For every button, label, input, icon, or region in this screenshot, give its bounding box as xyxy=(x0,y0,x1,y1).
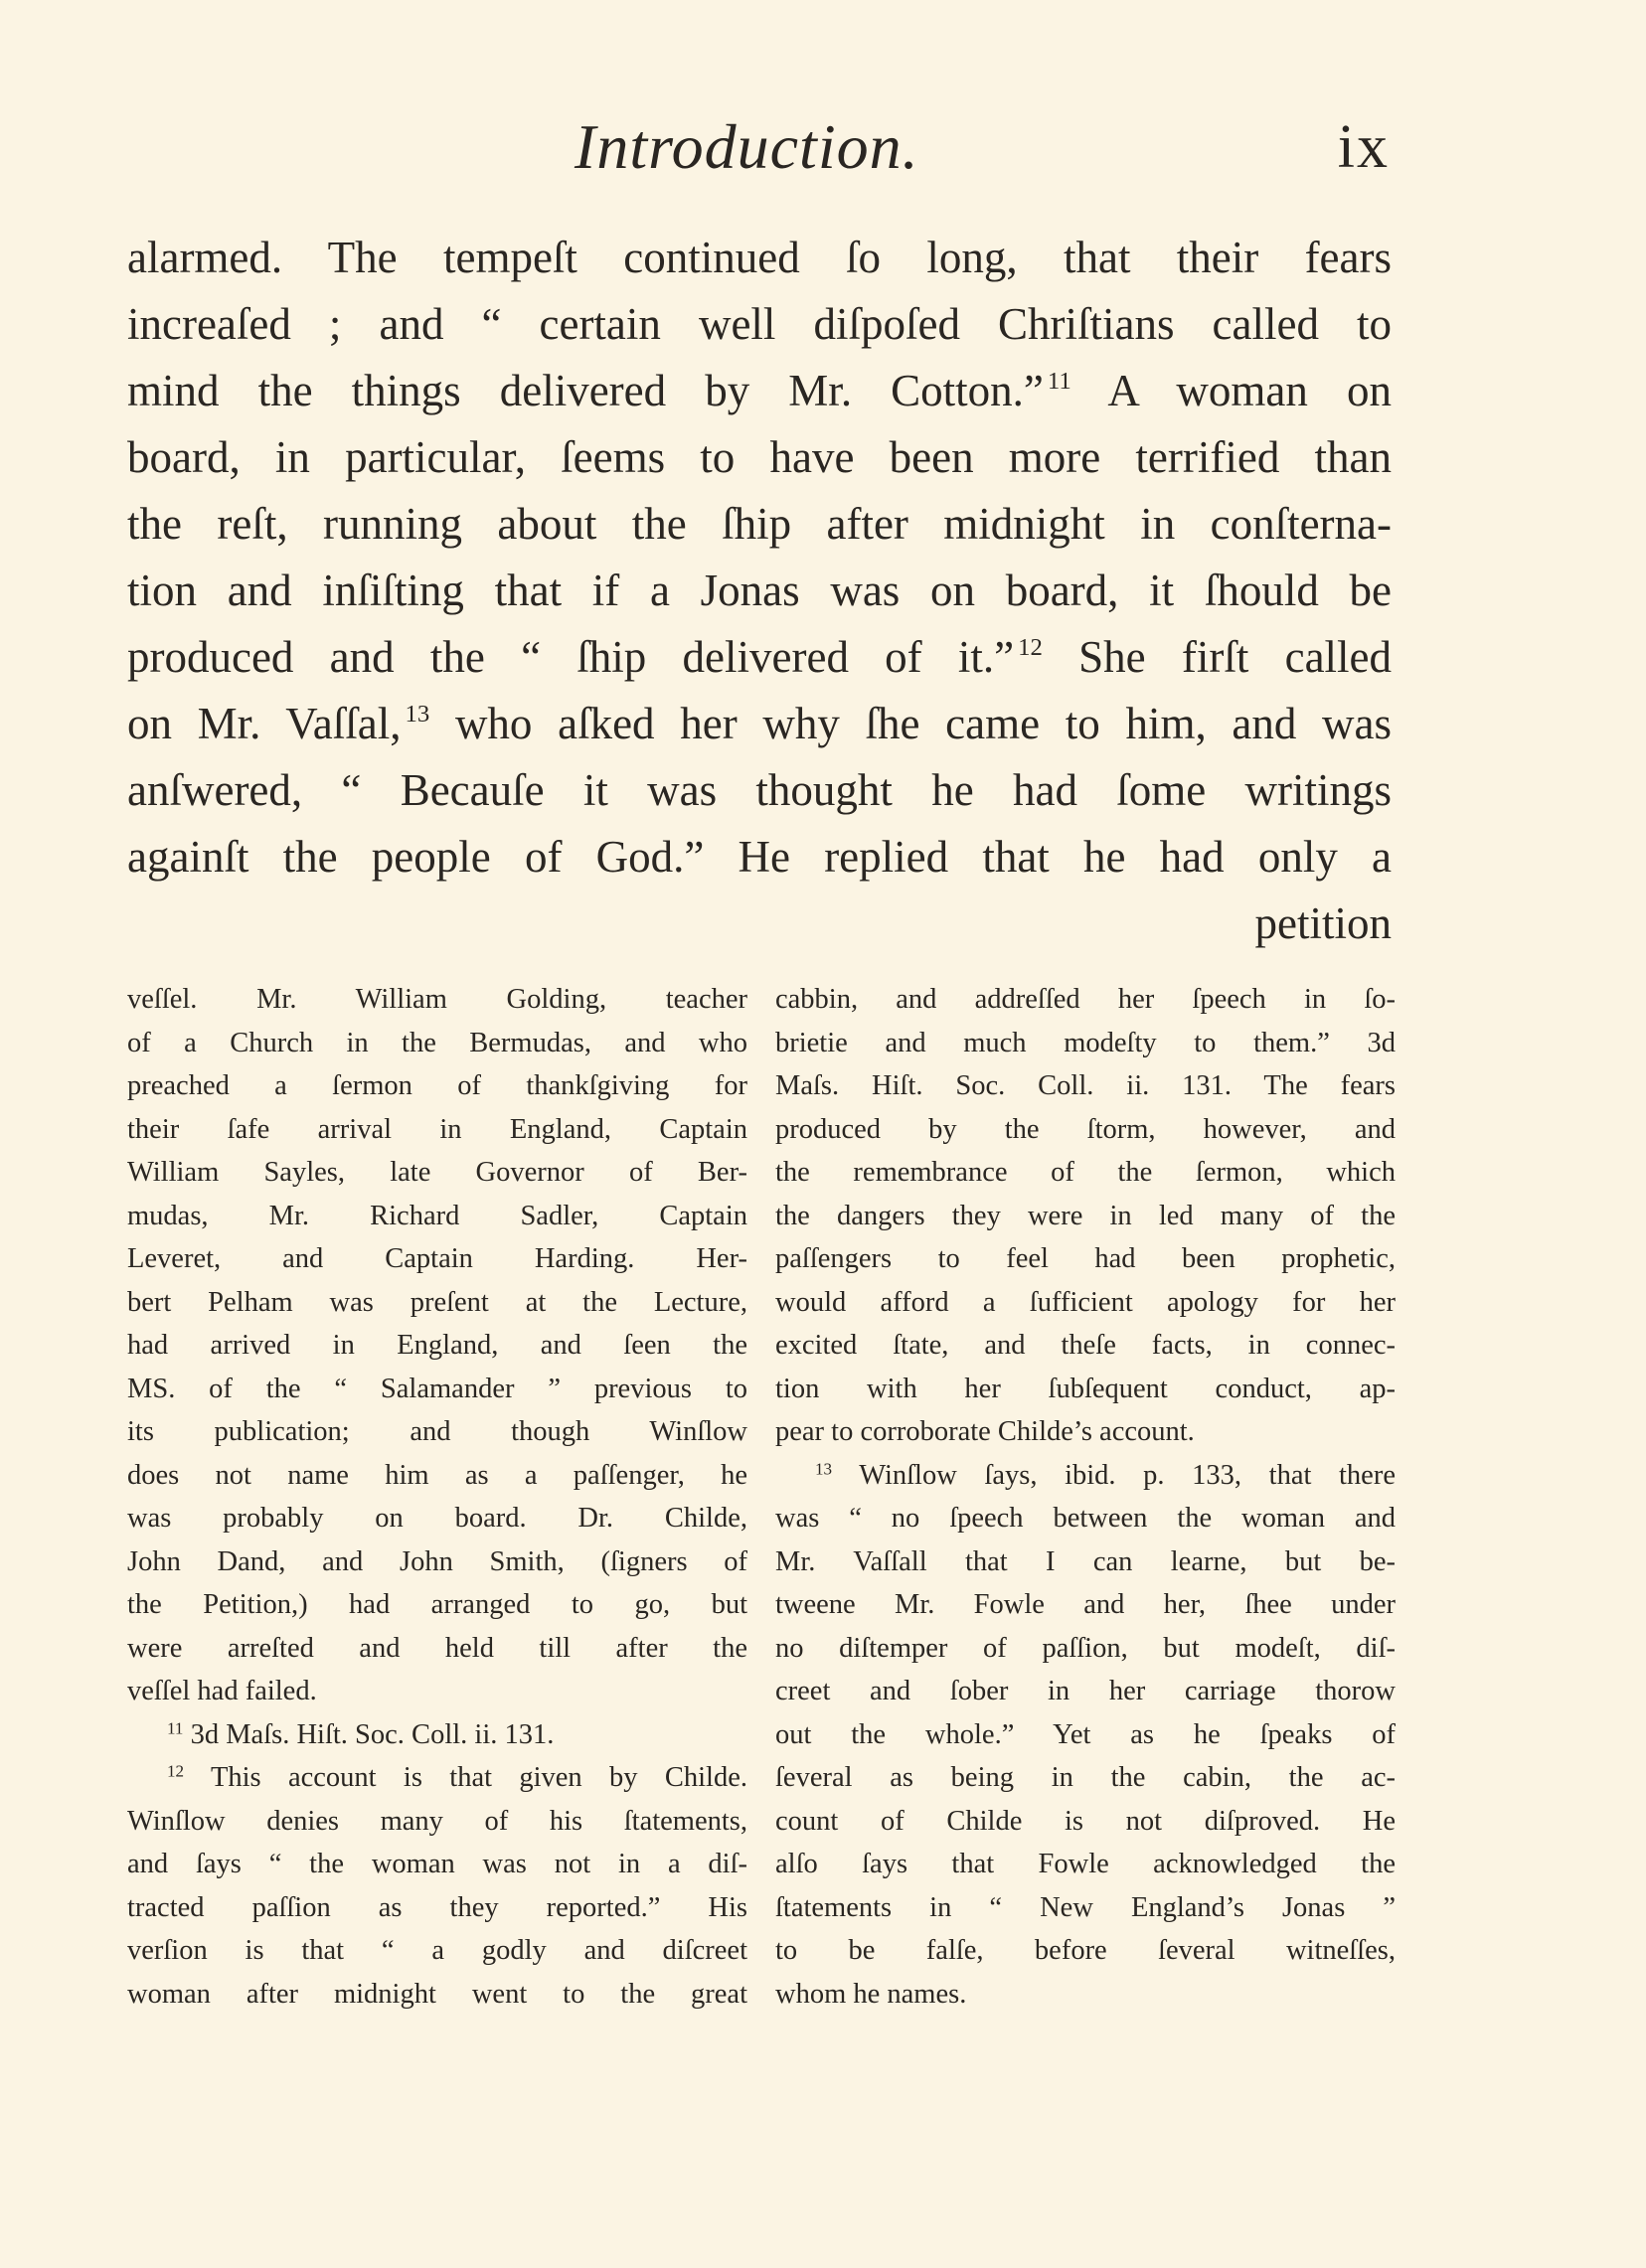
footnote-line: no diſtemper of paſſion, but modeſt, diſ- xyxy=(775,1632,1396,1664)
footnote-line: Leveret, and Captain Harding. Her- xyxy=(127,1243,747,1274)
catchword: petition xyxy=(1254,898,1392,948)
footnote-line: Maſs. Hiſt. Soc. Coll. ii. 131. The fears xyxy=(775,1070,1396,1101)
footnote-number: 12 xyxy=(167,1761,185,1781)
footnote-line: excited ſtate, and theſe facts, in connec- xyxy=(775,1330,1396,1361)
footnote-line: creet and ſober in her carriage thorow xyxy=(775,1676,1396,1706)
footnote-line: tracted paſſion as they reported.” His xyxy=(127,1891,747,1923)
footnote-line: produced by the ſtorm, however, and xyxy=(775,1113,1396,1145)
main-line: anſwered, “ Becauſe it was thought he had ſome writings xyxy=(127,765,1392,815)
main-line: alarmed. The tempeſt continued ſo long, that their fears xyxy=(127,233,1392,282)
footnote-line: ſeveral as being in the cabin, the ac- xyxy=(775,1762,1396,1793)
footnote-line: their ſafe arrival in England, Captain xyxy=(127,1113,747,1145)
main-line: tion and inſiſting that if a Jonas was on board, it ſhould be xyxy=(127,566,1392,615)
footnote-line: its publication; and though Winſlow xyxy=(127,1416,747,1447)
footnote-line: verſion is that “ a godly and diſcreet xyxy=(127,1935,747,1966)
footnote-line: veſſel. Mr. William Golding, teacher xyxy=(127,984,747,1015)
running-title: Introduction. xyxy=(575,111,919,182)
footnote-line: does not name him as a paſſenger, he xyxy=(127,1459,747,1491)
footnote-text: Winſlow ſays, ibid. p. 133, that there xyxy=(859,1459,1396,1491)
footnote-line: out the whole.” Yet as he ſpeaks of xyxy=(775,1718,1396,1750)
footnote-line: of a Church in the Bermudas, and who xyxy=(127,1027,747,1058)
main-text xyxy=(127,225,1392,957)
footnote-ref: 11 xyxy=(1047,367,1071,395)
footnote-text: 3d Maſs. Hiſt. Soc. Coll. ii. 131. xyxy=(190,1718,555,1750)
footnote-ref: 13 xyxy=(405,700,430,728)
main-line-text: A woman on xyxy=(1107,366,1392,415)
footnote-line: tweene Mr. Fowle and her, ſhee under xyxy=(775,1589,1396,1620)
footnote-line: would afford a ſufficient apology for her xyxy=(775,1286,1396,1318)
footnote-text: This account is that given by Childe. xyxy=(210,1762,747,1793)
footnote-line: preached a ſermon of thankſgiving for xyxy=(127,1070,747,1101)
footnote-13 xyxy=(775,1454,1396,1498)
footnote-line: MS. of the “ Salamander ” previous to xyxy=(127,1373,747,1404)
main-line-text: She firſt called xyxy=(1078,632,1393,682)
footnote-line: paſſengers to feel had been prophetic, xyxy=(775,1243,1396,1274)
footnote-line: Winſlow denies many of his ſtatements, xyxy=(127,1805,747,1837)
footnote-line: the Petition,) had arranged to go, but xyxy=(127,1589,747,1620)
footnote-line: count of Childe is not diſproved. He xyxy=(775,1805,1396,1837)
main-line-text: who aſked her why ſhe came to him, and was xyxy=(454,699,1392,748)
footnote-line: was “ no ſpeech between the woman and xyxy=(775,1503,1396,1534)
footnote-line: woman after midnight went to the great xyxy=(127,1978,747,2010)
footnote-line: veſſel had failed. xyxy=(127,1676,317,1706)
footnote-line: were arreſted and held till after the xyxy=(127,1632,747,1664)
footnotes xyxy=(127,978,1396,2031)
main-line: board, in particular, ſeems to have been more terrified than xyxy=(127,432,1392,482)
footnote-line: the dangers they were in led many of the xyxy=(775,1200,1396,1231)
footnote-column-left xyxy=(127,978,747,2016)
footnote-line: Mr. Vaſſall that I can learne, but be- xyxy=(775,1545,1396,1577)
footnote-line: tion with her ſubſequent conduct, ap- xyxy=(775,1373,1396,1404)
footnote-line: bert Pelham was preſent at the Lecture, xyxy=(127,1286,747,1318)
footnote-line: ſtatements in “ New England’s Jonas ” xyxy=(775,1891,1396,1923)
footnote-line: mudas, Mr. Richard Sadler, Captain xyxy=(127,1200,747,1231)
footnote-column-right xyxy=(775,978,1396,2016)
main-line-text: on Mr. Vaſſal, xyxy=(127,699,402,748)
footnote-line: had arrived in England, and ſeen the xyxy=(127,1330,747,1361)
main-line: againſt the people of God.” He replied that he had only a xyxy=(127,832,1392,882)
main-line xyxy=(127,624,1392,691)
footnote-line: alſo ſays that Fowle acknowledged the xyxy=(775,1849,1396,1879)
footnote-line: to be falſe, before ſeveral witneſſes, xyxy=(775,1935,1396,1966)
footnote-12 xyxy=(127,1756,747,1800)
main-line-text: mind the things delivered by Mr. Cotton.” xyxy=(127,366,1044,415)
footnote-line: William Sayles, late Governor of Ber- xyxy=(127,1157,747,1188)
main-line: increaſed ; and “ certain well diſpoſed Chriſtians called to xyxy=(127,299,1392,349)
footnote-number: 11 xyxy=(167,1718,184,1738)
footnote-line: brietie and much modeſty to them.” 3d xyxy=(775,1027,1396,1058)
running-head xyxy=(575,107,1390,187)
footnote-line: and ſays “ the woman was not in a diſ- xyxy=(127,1849,747,1879)
page-number: ix xyxy=(1337,113,1390,181)
main-line xyxy=(127,691,1392,757)
footnote-line: John Dand, and John Smith, (ſigners of xyxy=(127,1545,747,1577)
footnote-11 xyxy=(127,1713,747,1757)
footnote-number: 13 xyxy=(815,1459,833,1479)
footnote-line: whom he names. xyxy=(775,1978,967,2010)
main-line-text: produced and the “ ſhip delivered of it.” xyxy=(127,632,1015,682)
footnote-line: pear to corroborate Childe’s account. xyxy=(775,1416,1195,1447)
main-line: the reſt, running about the ſhip after midnight in conſterna- xyxy=(127,499,1392,549)
footnote-ref: 12 xyxy=(1018,633,1043,661)
footnote-line: was probably on board. Dr. Childe, xyxy=(127,1503,747,1534)
main-line xyxy=(127,358,1392,424)
footnote-line: cabbin, and addreſſed her ſpeech in ſo- xyxy=(775,984,1396,1015)
footnote-line: the remembrance of the ſermon, which xyxy=(775,1157,1396,1188)
